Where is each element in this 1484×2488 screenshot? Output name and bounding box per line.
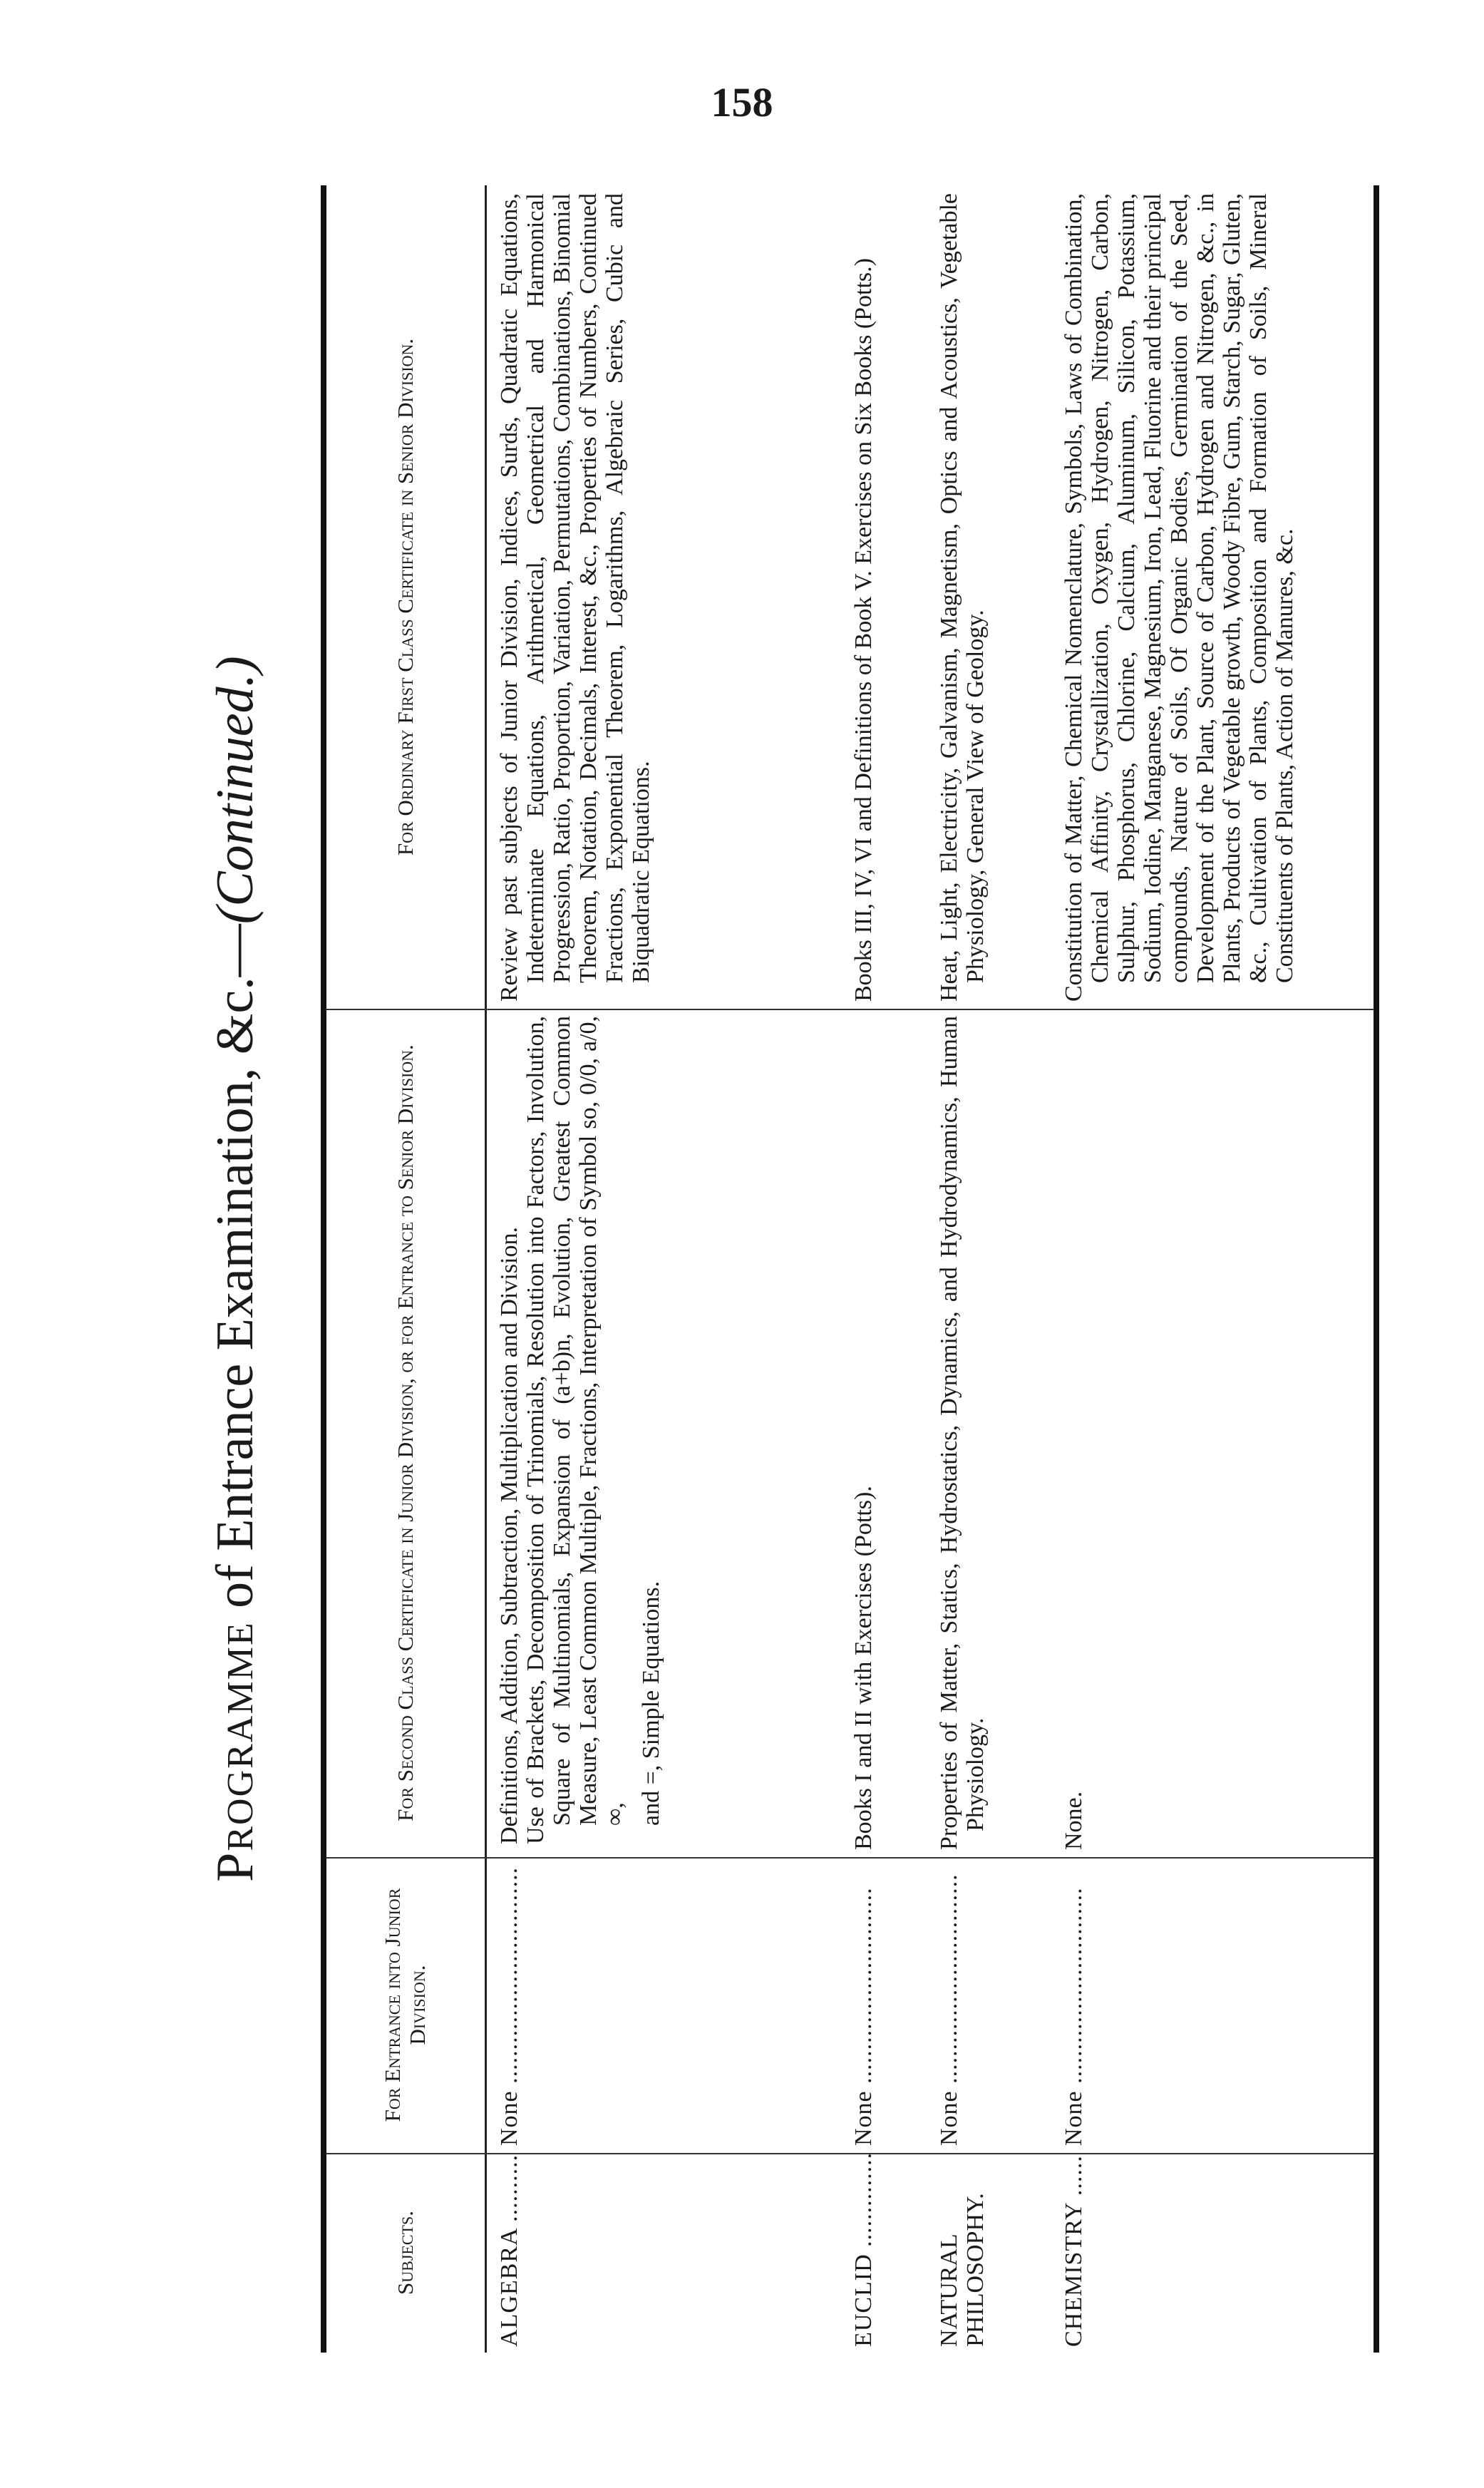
first-class-cell: Review past subjects of Junior Division, Indices, Surds, Quadratic Equations, Indeterminate Equations, Arithmetical, Geometrical and Harmonical Progression, Ratio, Proportion, Variation, Permutations, Combinations, Binomial Theorem, Notation, Decimals, Interest, &c., Properties of Numbers, Continued Fractions, Exponential Theorem, Logarithms, Algebraic Series, Cubic and Biquadratic Equations. <box>496 193 654 1002</box>
header-subjects: Subjects. <box>392 2211 418 2295</box>
rotated-table-page <box>182 185 1379 2353</box>
title-prefix: Programme <box>206 1621 264 1882</box>
second-class-text-c: and =, Simple Equations. <box>638 1580 664 1826</box>
table-row-algebra <box>496 185 803 2353</box>
junior-cell: None ............................. <box>1061 1887 1087 2146</box>
header-second-class: For Second Class Certificate in Junior Division, or for Entrance to Senior Division. <box>392 1044 418 1821</box>
page-title <box>182 185 289 2353</box>
subject-label: CHEMISTRY ...... <box>1061 2155 1087 2347</box>
page-number: 158 <box>711 79 773 125</box>
first-class-cell: Constitution of Matter, Chemical Nomenclature, Symbols, Laws of Combination, Chemical Affinity, Crystallization, Oxygen, Hydrogen, Nitrogen, Carbon, Sulphur, Phosphorus, Chlorine, Calcium, Aluminum, Silicon, Potassium, Sodium, Iodine, Manganese, Magnesium, Iron, Lead, Fluorine and their principal compounds, Nature of Soils, Of Organic Bodies, Germination of the Seed, Development of the Plant, Source of Carbon, Hydrogen and Nitrogen, &c., in Plants, Products of Vegetable growth, Woody Fibre, Gum, Starch, Sugar, Gluten, &c., Cultivation of Plants, Composition and Formation of Soils, Mineral Constituents of Plants, Action of Manures, &c. <box>1061 193 1298 1002</box>
title-rest: of Entrance Examination, &c.— <box>206 924 264 1622</box>
second-class-cell: None. <box>1061 1791 1087 1850</box>
junior-cell: None ................................ <box>496 1866 522 2146</box>
second-class-text-a: Definitions, Addition, Subtraction, Multiplication and Division. <box>496 1226 522 1844</box>
second-class-cell: Properties of Matter, Statics, Hydrostatics, Dynamics, and Hydrodynamics, Human Physiology. <box>936 1016 989 1850</box>
header-first-class: For Ordinary First Class Certificate in Senior Division. <box>392 338 418 856</box>
subject-label: NATURAL PHILOSOPHY. <box>936 2193 989 2347</box>
junior-cell: None ............................... <box>936 1873 962 2146</box>
subject-label: EUCLID .............. <box>850 2152 877 2347</box>
header-junior-entrance: For Entrance into Junior Division. <box>380 1888 430 2122</box>
table-header <box>326 185 487 2353</box>
title-continued: (Continued.) <box>206 656 264 925</box>
table-row-chemistry <box>1061 185 1367 2353</box>
second-class-cell <box>496 1010 664 1856</box>
programme-table <box>321 185 1379 2353</box>
second-class-cell: Books I and II with Exercises (Potts). <box>850 1486 877 1850</box>
first-class-cell: Books III, IV, VI and Definitions of Book V. Exercises on Six Books (Potts.) <box>850 258 877 1002</box>
second-class-text-b: Use of Brackets, Decomposition of Trinomials, Resolution into Factors, Involution, Square of Multinomials, Expansion of (a+b)n, Evolution, Greatest Common Measure, Least Common Multiple, Fractions, Interpretation of Symbol so, 0/0, a/0, ∞, <box>522 1016 628 1844</box>
table-row-natural-philosophy <box>936 185 1050 2353</box>
table-row-euclid <box>850 185 929 2353</box>
junior-cell: None ............................. <box>850 1887 877 2146</box>
subject-label: ALGEBRA .......... <box>496 2154 522 2347</box>
first-class-cell: Heat, Light, Electricity, Galvanism, Magnetism, Optics and Acoustics, Vegetable Physiology, General View of Geology. <box>936 193 989 1002</box>
